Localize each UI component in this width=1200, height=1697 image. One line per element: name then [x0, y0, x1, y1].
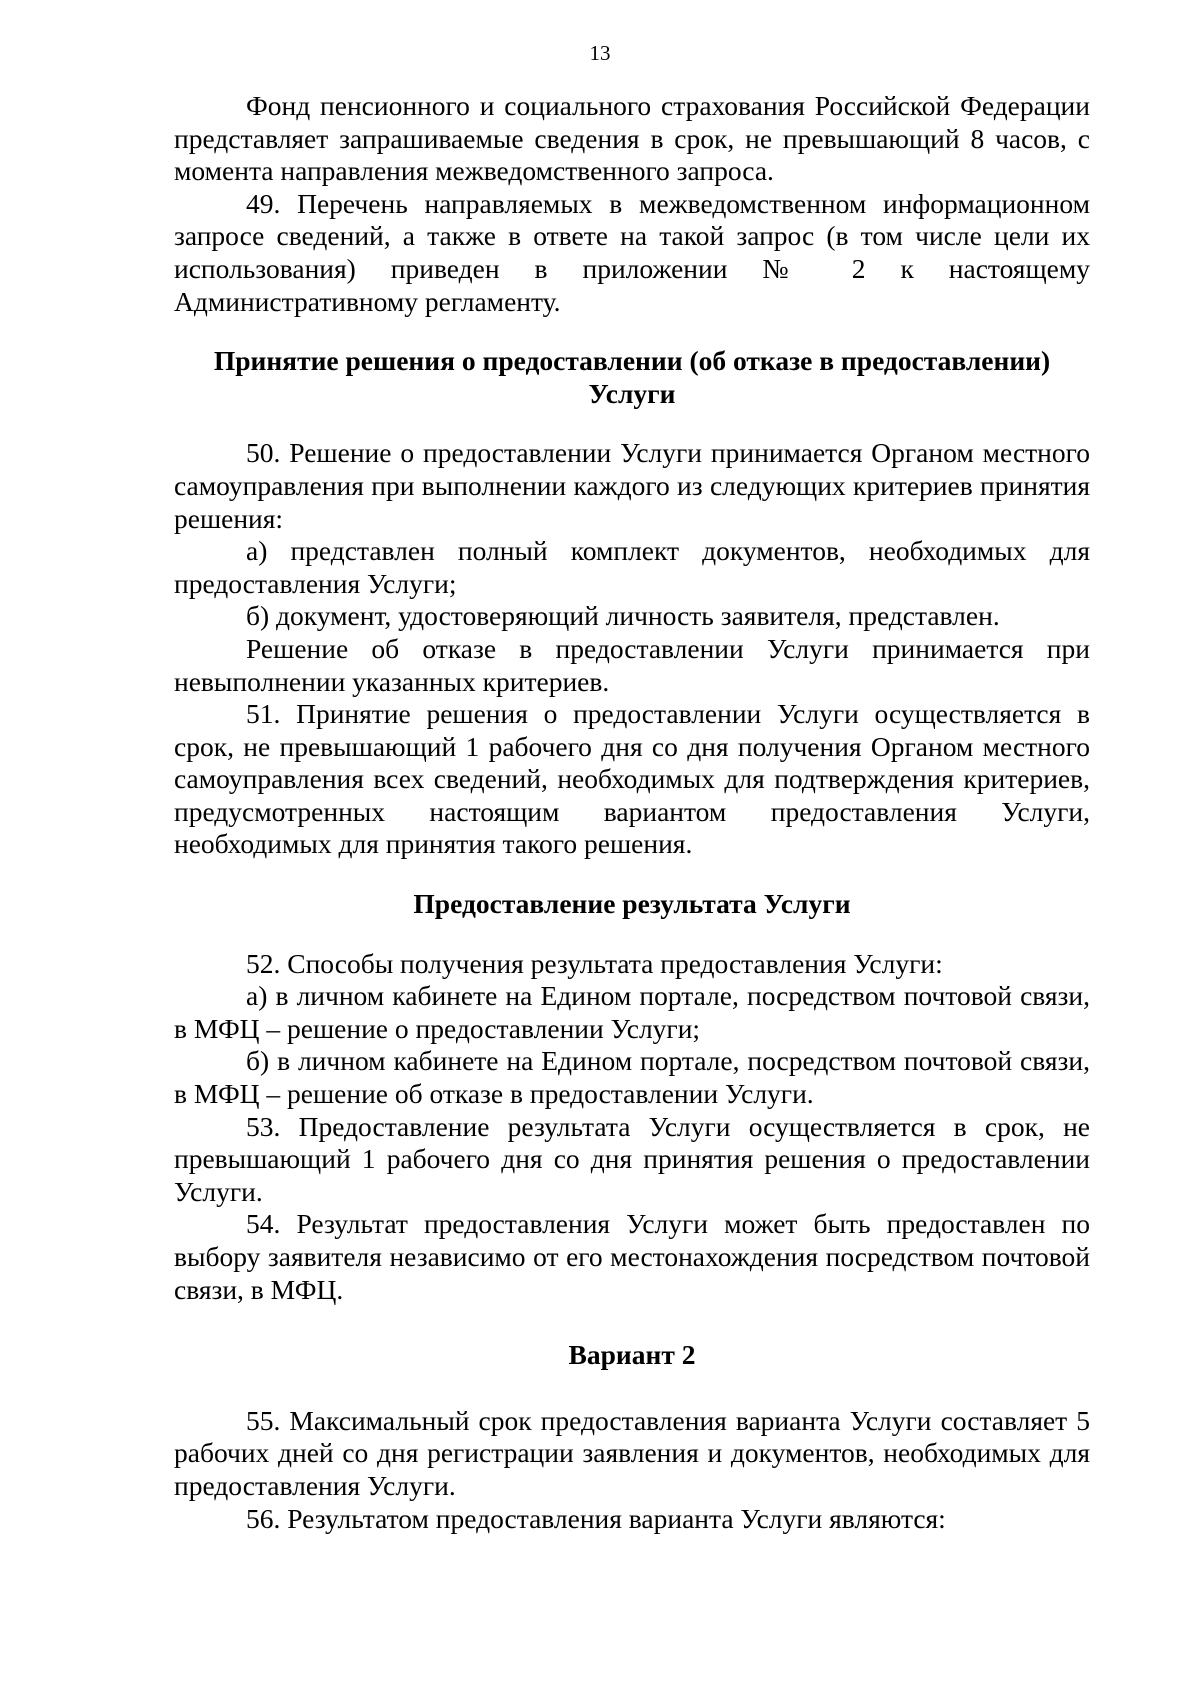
section-heading-result: Предоставление результата Услуги: [413, 888, 851, 920]
paragraph-54: 54. Результат предоставления Услуги может быть предоставлен по выбору заявителя независимо от его местонахождения посредством почтовой связи, в МФЦ.: [174, 1208, 1090, 1305]
page-number: 13: [589, 41, 611, 65]
paragraph-50-b: б) документ, удостоверяющий личность заявителя, представлен.: [246, 600, 1000, 632]
paragraph-refusal-decision: Решение об отказе в предоставлении Услуги принимается при невыполнении указанных критериев.: [174, 632, 1090, 697]
paragraph-52-a: а) в личном кабинете на Едином портале, посредством почтовой связи, в МФЦ – решение о предоставлении Услуги;: [174, 980, 1090, 1044]
paragraph-53: 53. Предоставление результата Услуги осуществляется в срок, не превышающий 1 рабочего дня со дня принятия решения о предоставлении Услуги.: [174, 1110, 1090, 1207]
paragraph-49: 49. Перечень направляемых в межведомственном информационном запросе сведений, а также в ответе на такой запрос (в том числе цели их использования) приведен в приложении № 2 к настоящему Административному регламенту.: [174, 187, 1090, 317]
paragraph-55: 55. Максимальный срок предоставления варианта Услуги составляет 5 рабочих дней со дня регистрации заявления и документов, необходимых для предоставления Услуги.: [174, 1404, 1090, 1501]
paragraph-52-b: б) в личном кабинете на Едином портале, посредством почтовой связи, в МФЦ – решение об отказе в предоставлении Услуги.: [174, 1045, 1090, 1110]
paragraph-50-a: а) представлен полный комплект документов, необходимых для предоставления Услуги;: [174, 535, 1090, 599]
section-heading-variant-2: Вариант 2: [568, 1339, 696, 1371]
section-heading-decision: Принятие решения о предоставлении (об отказе в предоставлении) Услуги: [213, 345, 1051, 409]
paragraph-51: 51. Принятие решения о предоставлении Услуги осуществляется в срок, не превышающий 1 рабочего дня со дня получения Органом местного самоуправления всех сведений, необходимых для подтверждения критериев, предусмотренных настоящим вариантом предоставления Услуги, необходимых для принятия такого решения.: [174, 698, 1090, 860]
paragraph-56: 56. Результатом предоставления варианта Услуги являются:: [246, 1502, 946, 1534]
paragraph-50: 50. Решение о предоставлении Услуги принимается Органом местного самоуправления при выполнении каждого из следующих критериев принятия решения:: [174, 437, 1090, 534]
paragraph-52: 52. Способы получения результата предоставления Услуги:: [246, 947, 943, 979]
paragraph-fss-response: Фонд пенсионного и социального страхования Российской Федерации представляет запрашиваемые сведения в срок, не превышающий 8 часов, с момента направления межведомственного запроса.: [174, 90, 1090, 187]
document-body: [174, 90, 1090, 1535]
